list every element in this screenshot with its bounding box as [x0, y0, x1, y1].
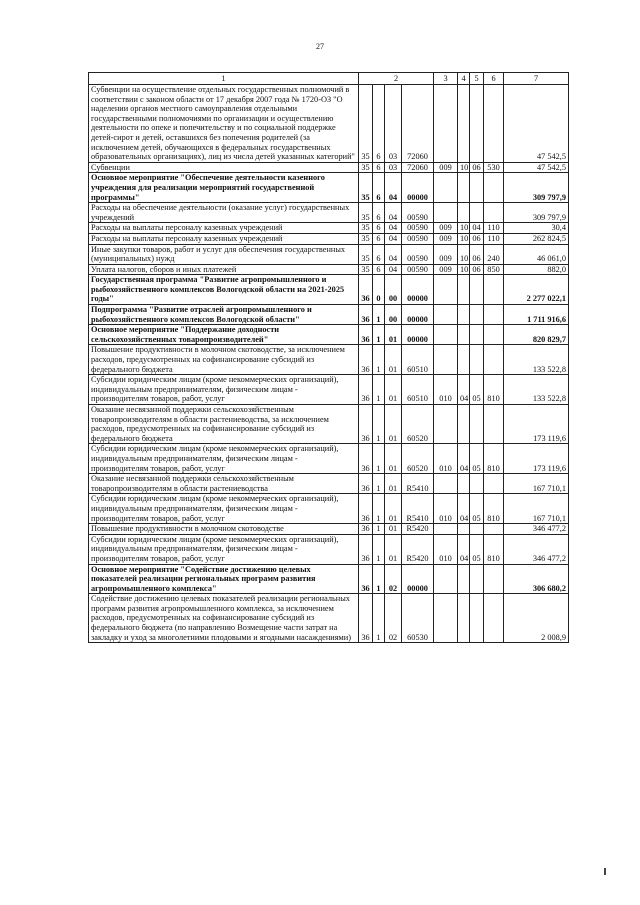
- code-program: 36: [359, 375, 373, 405]
- code-direction: 60530: [402, 594, 434, 643]
- code-expense-type: 810: [484, 494, 504, 524]
- row-sum: 309 797,9: [504, 203, 569, 223]
- row-sum: 309 797,9: [504, 173, 569, 203]
- code-subsection: [470, 275, 484, 305]
- code-program: 36: [359, 305, 373, 325]
- row-name: Оказание несвязанной поддержки сельскохозяйственным товаропроизводителям в области растениеводства, за исключением расходов, предусмотренных на софинансирование субсидий из федерального бюджета: [89, 405, 359, 444]
- row-sum: 47 542,5: [504, 162, 569, 173]
- row-sum: 46 061,0: [504, 244, 569, 264]
- code-subprogram: 1: [373, 375, 385, 405]
- table-row: [89, 275, 569, 305]
- code-event: 01: [385, 325, 402, 345]
- code-section: [458, 405, 470, 444]
- code-expense-type: [484, 275, 504, 305]
- code-event: 04: [385, 173, 402, 203]
- code-section: [458, 85, 470, 163]
- code-program: 35: [359, 244, 373, 264]
- code-subprogram: 1: [373, 405, 385, 444]
- code-direction: 00590: [402, 223, 434, 234]
- code-program: 36: [359, 594, 373, 643]
- code-direction: 00000: [402, 305, 434, 325]
- code-program: 36: [359, 444, 373, 474]
- code-direction: 60510: [402, 375, 434, 405]
- code-section: 04: [458, 444, 470, 474]
- code-section: 04: [458, 375, 470, 405]
- code-subsection: 06: [470, 233, 484, 244]
- code-event: 01: [385, 345, 402, 375]
- row-name: Субвенции на осуществление отдельных государственных полномочий в соответствии с законом области от 17 декабря 2007 года № 1720-ОЗ "О наделении органов местного самоуправления отдельными государственными полномочиями по организации и осуществлению деятельности по опеке и попечительству и по социальной поддержке детей-сирот и детей, оставшихся без попечения родителей (за исключением детей, обучающихся в федеральных государственных образовательных организациях), лиц из числа детей указанных категорий": [89, 85, 359, 163]
- code-subprogram: 1: [373, 564, 385, 594]
- table-row: [89, 405, 569, 444]
- row-sum: 346 477,2: [504, 534, 569, 564]
- code-subsection: 05: [470, 494, 484, 524]
- budget-table: [88, 72, 569, 643]
- table-row: [89, 305, 569, 325]
- code-subprogram: 1: [373, 305, 385, 325]
- row-sum: 306 680,2: [504, 564, 569, 594]
- row-name: Субсидии юридическим лицам (кроме некоммерческих организаций), индивидуальным предпринимателям, физическим лицам - производителям товаров, работ, услуг: [89, 375, 359, 405]
- code-program: 35: [359, 233, 373, 244]
- code-grbs: 009: [434, 162, 458, 173]
- code-direction: 00590: [402, 244, 434, 264]
- code-subprogram: 1: [373, 524, 385, 535]
- code-event: 01: [385, 444, 402, 474]
- code-subprogram: 6: [373, 223, 385, 234]
- code-direction: R5410: [402, 494, 434, 524]
- row-name: Повышение продуктивности в молочном скотоводстве, за исключением расходов, предусмотренных на софинансирование субсидий из федерального бюджета: [89, 345, 359, 375]
- code-subsection: [470, 594, 484, 643]
- code-grbs: 010: [434, 494, 458, 524]
- code-event: 01: [385, 494, 402, 524]
- row-sum: 167 710,1: [504, 474, 569, 494]
- code-direction: 00590: [402, 233, 434, 244]
- code-event: 01: [385, 534, 402, 564]
- code-direction: 00590: [402, 203, 434, 223]
- code-program: 36: [359, 405, 373, 444]
- code-event: 04: [385, 264, 402, 275]
- code-subprogram: 0: [373, 275, 385, 305]
- code-grbs: [434, 564, 458, 594]
- code-expense-type: [484, 345, 504, 375]
- table-row: [89, 534, 569, 564]
- table-row: [89, 594, 569, 643]
- row-name: Субвенции: [89, 162, 359, 173]
- code-event: 01: [385, 405, 402, 444]
- code-expense-type: [484, 173, 504, 203]
- row-name: Основное мероприятие "Поддержание доходности сельскохозяйственных товаропроизводителей": [89, 325, 359, 345]
- code-program: 36: [359, 494, 373, 524]
- code-grbs: [434, 405, 458, 444]
- table-row: [89, 474, 569, 494]
- header-cell: 2: [359, 73, 434, 85]
- code-event: 01: [385, 524, 402, 535]
- table-row: [89, 564, 569, 594]
- code-event: 00: [385, 275, 402, 305]
- table-row: [89, 233, 569, 244]
- code-grbs: [434, 85, 458, 163]
- row-name: Субсидии юридическим лицам (кроме некоммерческих организаций), индивидуальным предпринимателям, физическим лицам - производителям товаров, работ, услуг: [89, 534, 359, 564]
- code-grbs: [434, 325, 458, 345]
- code-expense-type: 810: [484, 534, 504, 564]
- code-expense-type: [484, 203, 504, 223]
- code-direction: 72060: [402, 85, 434, 163]
- header-cell: 6: [484, 73, 504, 85]
- code-expense-type: 530: [484, 162, 504, 173]
- code-subprogram: 1: [373, 325, 385, 345]
- header-cell: 4: [458, 73, 470, 85]
- code-event: 03: [385, 162, 402, 173]
- row-sum: 47 542,5: [504, 85, 569, 163]
- code-direction: 60520: [402, 405, 434, 444]
- header-cell: 7: [504, 73, 569, 85]
- code-subsection: 05: [470, 375, 484, 405]
- code-section: 10: [458, 233, 470, 244]
- code-section: [458, 564, 470, 594]
- table-body: [89, 73, 569, 643]
- code-expense-type: [484, 325, 504, 345]
- row-sum: 820 829,7: [504, 325, 569, 345]
- code-event: 04: [385, 244, 402, 264]
- code-program: 36: [359, 564, 373, 594]
- code-direction: R5410: [402, 474, 434, 494]
- row-sum: 346 477,2: [504, 524, 569, 535]
- row-sum: 173 119,6: [504, 405, 569, 444]
- code-section: 04: [458, 494, 470, 524]
- code-program: 35: [359, 264, 373, 275]
- header-cell: 5: [470, 73, 484, 85]
- code-section: [458, 203, 470, 223]
- code-program: 36: [359, 325, 373, 345]
- code-event: 04: [385, 233, 402, 244]
- code-grbs: 009: [434, 244, 458, 264]
- table-row: [89, 444, 569, 474]
- code-direction: 72060: [402, 162, 434, 173]
- table-header-row: [89, 73, 569, 85]
- table-row: [89, 375, 569, 405]
- code-section: [458, 305, 470, 325]
- code-direction: R5420: [402, 534, 434, 564]
- code-subsection: 05: [470, 444, 484, 474]
- code-subsection: [470, 325, 484, 345]
- code-expense-type: 110: [484, 233, 504, 244]
- table-row: [89, 264, 569, 275]
- code-subprogram: 6: [373, 264, 385, 275]
- code-grbs: 009: [434, 264, 458, 275]
- code-event: 01: [385, 474, 402, 494]
- code-grbs: [434, 474, 458, 494]
- code-direction: 60510: [402, 345, 434, 375]
- code-subprogram: 1: [373, 345, 385, 375]
- code-subsection: 06: [470, 264, 484, 275]
- row-sum: 2 008,9: [504, 594, 569, 643]
- scan-mark: [604, 868, 606, 875]
- code-program: 36: [359, 275, 373, 305]
- code-expense-type: [484, 85, 504, 163]
- table-row: [89, 494, 569, 524]
- code-event: 01: [385, 375, 402, 405]
- code-grbs: 010: [434, 534, 458, 564]
- code-section: [458, 474, 470, 494]
- table-row: [89, 162, 569, 173]
- code-subsection: [470, 173, 484, 203]
- code-event: 02: [385, 594, 402, 643]
- code-subsection: [470, 345, 484, 375]
- code-expense-type: 810: [484, 375, 504, 405]
- code-subprogram: 6: [373, 85, 385, 163]
- row-sum: 133 522,8: [504, 345, 569, 375]
- code-program: 35: [359, 162, 373, 173]
- code-expense-type: [484, 564, 504, 594]
- row-sum: 133 522,8: [504, 375, 569, 405]
- row-name: Расходы на выплаты персоналу казенных учреждений: [89, 233, 359, 244]
- row-name: Повышение продуктивности в молочном скотоводстве: [89, 524, 359, 535]
- code-section: 10: [458, 162, 470, 173]
- row-name: Основное мероприятие "Обеспечение деятельности казенного учреждения для реализации мероприятий государственной программы": [89, 173, 359, 203]
- code-section: 04: [458, 534, 470, 564]
- code-section: [458, 325, 470, 345]
- code-grbs: [434, 275, 458, 305]
- row-name: Основное мероприятие "Содействие достижению целевых показателей реализации региональных программ развития агропромышленного комплекса": [89, 564, 359, 594]
- code-direction: 60520: [402, 444, 434, 474]
- code-section: [458, 594, 470, 643]
- code-event: 00: [385, 305, 402, 325]
- code-direction: 00000: [402, 564, 434, 594]
- code-subprogram: 6: [373, 173, 385, 203]
- row-sum: 167 710,1: [504, 494, 569, 524]
- code-program: 35: [359, 85, 373, 163]
- row-name: Расходы на обеспечение деятельности (оказание услуг) государственных учреждений: [89, 203, 359, 223]
- code-subsection: 04: [470, 223, 484, 234]
- row-sum: 30,4: [504, 223, 569, 234]
- code-expense-type: [484, 474, 504, 494]
- code-event: 04: [385, 203, 402, 223]
- code-expense-type: 810: [484, 444, 504, 474]
- code-direction: 00000: [402, 325, 434, 345]
- code-program: 36: [359, 534, 373, 564]
- code-grbs: 009: [434, 223, 458, 234]
- table-row: [89, 85, 569, 163]
- row-name: Субсидии юридическим лицам (кроме некоммерческих организаций), индивидуальным предпринимателям, физическим лицам - производителям товаров, работ, услуг: [89, 444, 359, 474]
- code-expense-type: 850: [484, 264, 504, 275]
- row-name: Расходы на выплаты персоналу казенных учреждений: [89, 223, 359, 234]
- code-event: 02: [385, 564, 402, 594]
- code-grbs: 010: [434, 375, 458, 405]
- code-program: 35: [359, 203, 373, 223]
- row-sum: 2 277 022,1: [504, 275, 569, 305]
- code-subsection: 06: [470, 244, 484, 264]
- code-subsection: [470, 305, 484, 325]
- code-subsection: [470, 524, 484, 535]
- code-grbs: [434, 524, 458, 535]
- code-program: 36: [359, 524, 373, 535]
- code-subprogram: 6: [373, 244, 385, 264]
- code-grbs: [434, 203, 458, 223]
- row-name: Государственная программа "Развитие агропромышленного и рыбохозяйственного комплексов Вологодской области на 2021-2025 годы": [89, 275, 359, 305]
- code-program: 35: [359, 173, 373, 203]
- code-subsection: [470, 85, 484, 163]
- code-subsection: 06: [470, 162, 484, 173]
- code-subsection: [470, 405, 484, 444]
- code-subprogram: 1: [373, 494, 385, 524]
- row-name: Иные закупки товаров, работ и услуг для обеспечения государственных (муниципальных) нужд: [89, 244, 359, 264]
- code-expense-type: 110: [484, 223, 504, 234]
- code-subprogram: 6: [373, 203, 385, 223]
- code-expense-type: 240: [484, 244, 504, 264]
- code-subprogram: 6: [373, 162, 385, 173]
- code-event: 04: [385, 223, 402, 234]
- code-subsection: [470, 564, 484, 594]
- code-section: 10: [458, 264, 470, 275]
- table-row: [89, 203, 569, 223]
- table-row: [89, 345, 569, 375]
- header-cell: 1: [89, 73, 359, 85]
- code-direction: R5420: [402, 524, 434, 535]
- table-row: [89, 244, 569, 264]
- code-program: 35: [359, 223, 373, 234]
- code-expense-type: [484, 405, 504, 444]
- code-event: 03: [385, 85, 402, 163]
- code-direction: 00000: [402, 173, 434, 203]
- code-grbs: [434, 594, 458, 643]
- row-name: Оказание несвязанной поддержки сельскохозяйственным товаропроизводителям в области растениеводства: [89, 474, 359, 494]
- code-grbs: [434, 305, 458, 325]
- code-subsection: [470, 474, 484, 494]
- code-subprogram: 6: [373, 233, 385, 244]
- table-row: [89, 524, 569, 535]
- code-grbs: 009: [434, 233, 458, 244]
- code-subprogram: 1: [373, 444, 385, 474]
- row-name: Содействие достижению целевых показателей реализации региональных программ развития агропромышленного комплекса, за исключением расходов, предусмотренных на софинансирование субсидий из федерального бюджета (по направлению Возмещение части затрат на закладку и уход за многолетними плодовыми и ягодными насаждениями): [89, 594, 359, 643]
- code-section: 10: [458, 244, 470, 264]
- code-expense-type: [484, 594, 504, 643]
- code-section: [458, 275, 470, 305]
- header-cell: 3: [434, 73, 458, 85]
- table-row: [89, 173, 569, 203]
- page-number: 27: [316, 42, 324, 51]
- code-program: 36: [359, 345, 373, 375]
- row-sum: 882,0: [504, 264, 569, 275]
- code-section: [458, 345, 470, 375]
- code-expense-type: [484, 305, 504, 325]
- code-direction: 00000: [402, 275, 434, 305]
- code-section: 10: [458, 223, 470, 234]
- row-sum: 173 119,6: [504, 444, 569, 474]
- table-row: [89, 325, 569, 345]
- code-direction: 00590: [402, 264, 434, 275]
- code-expense-type: [484, 524, 504, 535]
- table-row: [89, 223, 569, 234]
- code-subsection: 05: [470, 534, 484, 564]
- code-section: [458, 173, 470, 203]
- row-name: Подпрограмма "Развитие отраслей агропромышленного и рыбохозяйственного комплексов Вологодской области": [89, 305, 359, 325]
- code-program: 36: [359, 474, 373, 494]
- row-sum: 1 711 916,6: [504, 305, 569, 325]
- code-subsection: [470, 203, 484, 223]
- row-name: Субсидии юридическим лицам (кроме некоммерческих организаций), индивидуальным предпринимателям, физическим лицам - производителям товаров, работ, услуг: [89, 494, 359, 524]
- code-subprogram: 1: [373, 594, 385, 643]
- code-grbs: [434, 173, 458, 203]
- row-sum: 262 824,5: [504, 233, 569, 244]
- code-section: [458, 524, 470, 535]
- code-grbs: 010: [434, 444, 458, 474]
- code-subprogram: 1: [373, 474, 385, 494]
- code-subprogram: 1: [373, 534, 385, 564]
- code-grbs: [434, 345, 458, 375]
- row-name: Уплата налогов, сборов и иных платежей: [89, 264, 359, 275]
